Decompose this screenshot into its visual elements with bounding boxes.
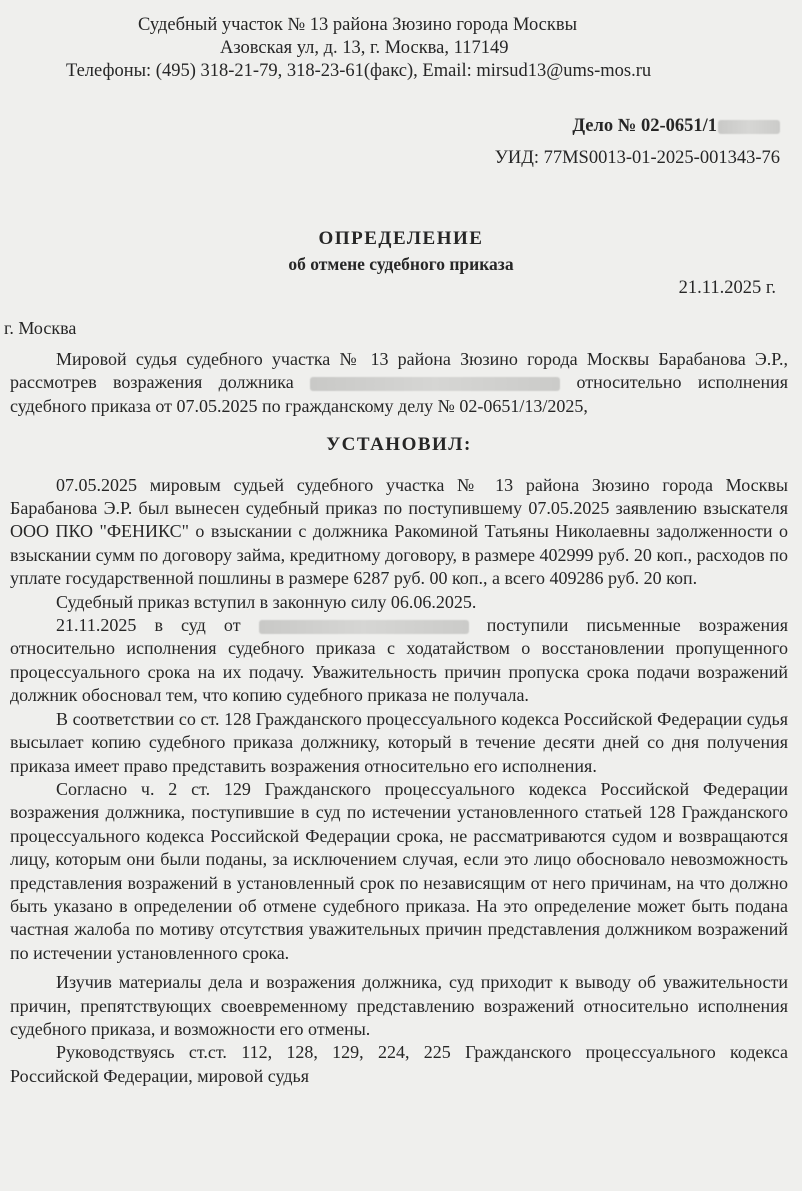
intro-paragraph <box>10 348 788 418</box>
case-number: Дело № 02-0651/1 <box>572 116 717 136</box>
court-contacts: Телефоны: (495) 318-21-79, 318-23-61(факс), Email: mirsud13@ums-mos.ru <box>66 61 652 81</box>
court-name: Судебный участок № 13 района Зюзино города Москвы <box>138 15 578 35</box>
case-info <box>495 110 780 174</box>
paragraph-1: 07.05.2025 мировым судьей судебного участка № 13 района Зюзино города Москвы Барабанова Э.Р. был вынесен судебный приказ по поступившему 07.05.2025 заявлению взыскателя ООО ПКО "ФЕНИКС" о взыскании с должника Ракоминой Татьяны Николаевны задолженности о взыскании сумм по договору займа, кредитному договору, в размере 402999 руб. 20 коп., расходов по уплате государственной пошлины в размере 6287 руб. 00 коп., а всего 409286 руб. 20 коп. <box>10 474 788 589</box>
case-number-line <box>495 110 780 142</box>
paragraph-4: В соответствии со ст. 128 Гражданского процессуального кодекса Российской Федерации судья высылает копию судебного приказа должнику, который в течение десяти дней со дня получения приказа имеет право представить возражения относительно его исполнения. <box>10 708 788 776</box>
redacted-case-suffix <box>718 120 780 134</box>
document-title <box>0 226 802 276</box>
redacted-debtor-name <box>310 377 560 391</box>
paragraph-2: Судебный приказ вступил в законную силу 06.06.2025. <box>56 591 477 612</box>
title-sub: об отмене судебного приказа <box>288 254 514 274</box>
document-date: 21.11.2025 г. <box>678 278 776 298</box>
document-body <box>10 348 788 1088</box>
title-main: ОПРЕДЕЛЕНИЕ <box>318 228 484 249</box>
document-city: г. Москва <box>4 318 77 338</box>
court-address: Азовская ул, д. 13, г. Москва, 117149 <box>220 38 509 58</box>
paragraph-3-rest: поступили письменные возражения относительно исполнения судебного приказа с ходатайством о восстановлении пропущенного процессуального срока на их подачу. Уважительность причин пропуска срока подачи возражений должник обосновал тем, что копию судебного приказа не получала. <box>10 615 788 706</box>
paragraph-5: Согласно ч. 2 ст. 129 Гражданского процессуального кодекса Российской Федерации возражения должника, поступившие в суд по истечении установленного статьей 128 Гражданского процессуального кодекса Российской Федерации срока, не рассматриваются судом и возвращаются лицу, которым они были поданы, за исключением случая, если это лицо обосновало невозможность представления возражений в установленный срок по независящим от него причинам, на что должно быть указано в определении об отмене судебного приказа. На это определение может быть подана частная жалоба по мотиву отсутствия уважительных причин представления должником возражений по истечении установленного срока. <box>10 778 788 963</box>
paragraph-6: Изучив материалы дела и возражения должника, суд приходит к выводу об уважительности причин, препятствующих своевременному представлению возражений относительно исполнения судебного приказа, и возможности его отмены. <box>10 972 788 1039</box>
paragraph-3 <box>10 614 788 708</box>
section-heading: УСТАНОВИЛ: <box>326 434 472 456</box>
paragraph-3-start: 21.11.2025 в суд от <box>56 615 241 636</box>
case-uid: УИД: 77MS0013-01-2025-001343-76 <box>494 148 780 168</box>
court-header <box>52 14 752 83</box>
redacted-debtor-name-2 <box>259 620 469 634</box>
intro-part-2: относительно исполнения судебного приказа от 07.05.2025 по гражданскому делу № 02-0651/13/2025, <box>10 372 788 416</box>
intro-part-1: Мировой судья судебного участка № 13 района Зюзино города Москвы Барабанова Э.Р., рассмотрев возражения должника <box>10 349 788 393</box>
paragraph-7: Руководствуясь ст.ст. 112, 128, 129, 224, 225 Гражданского процессуального кодекса Российской Федерации, мировой судья <box>10 1042 788 1086</box>
